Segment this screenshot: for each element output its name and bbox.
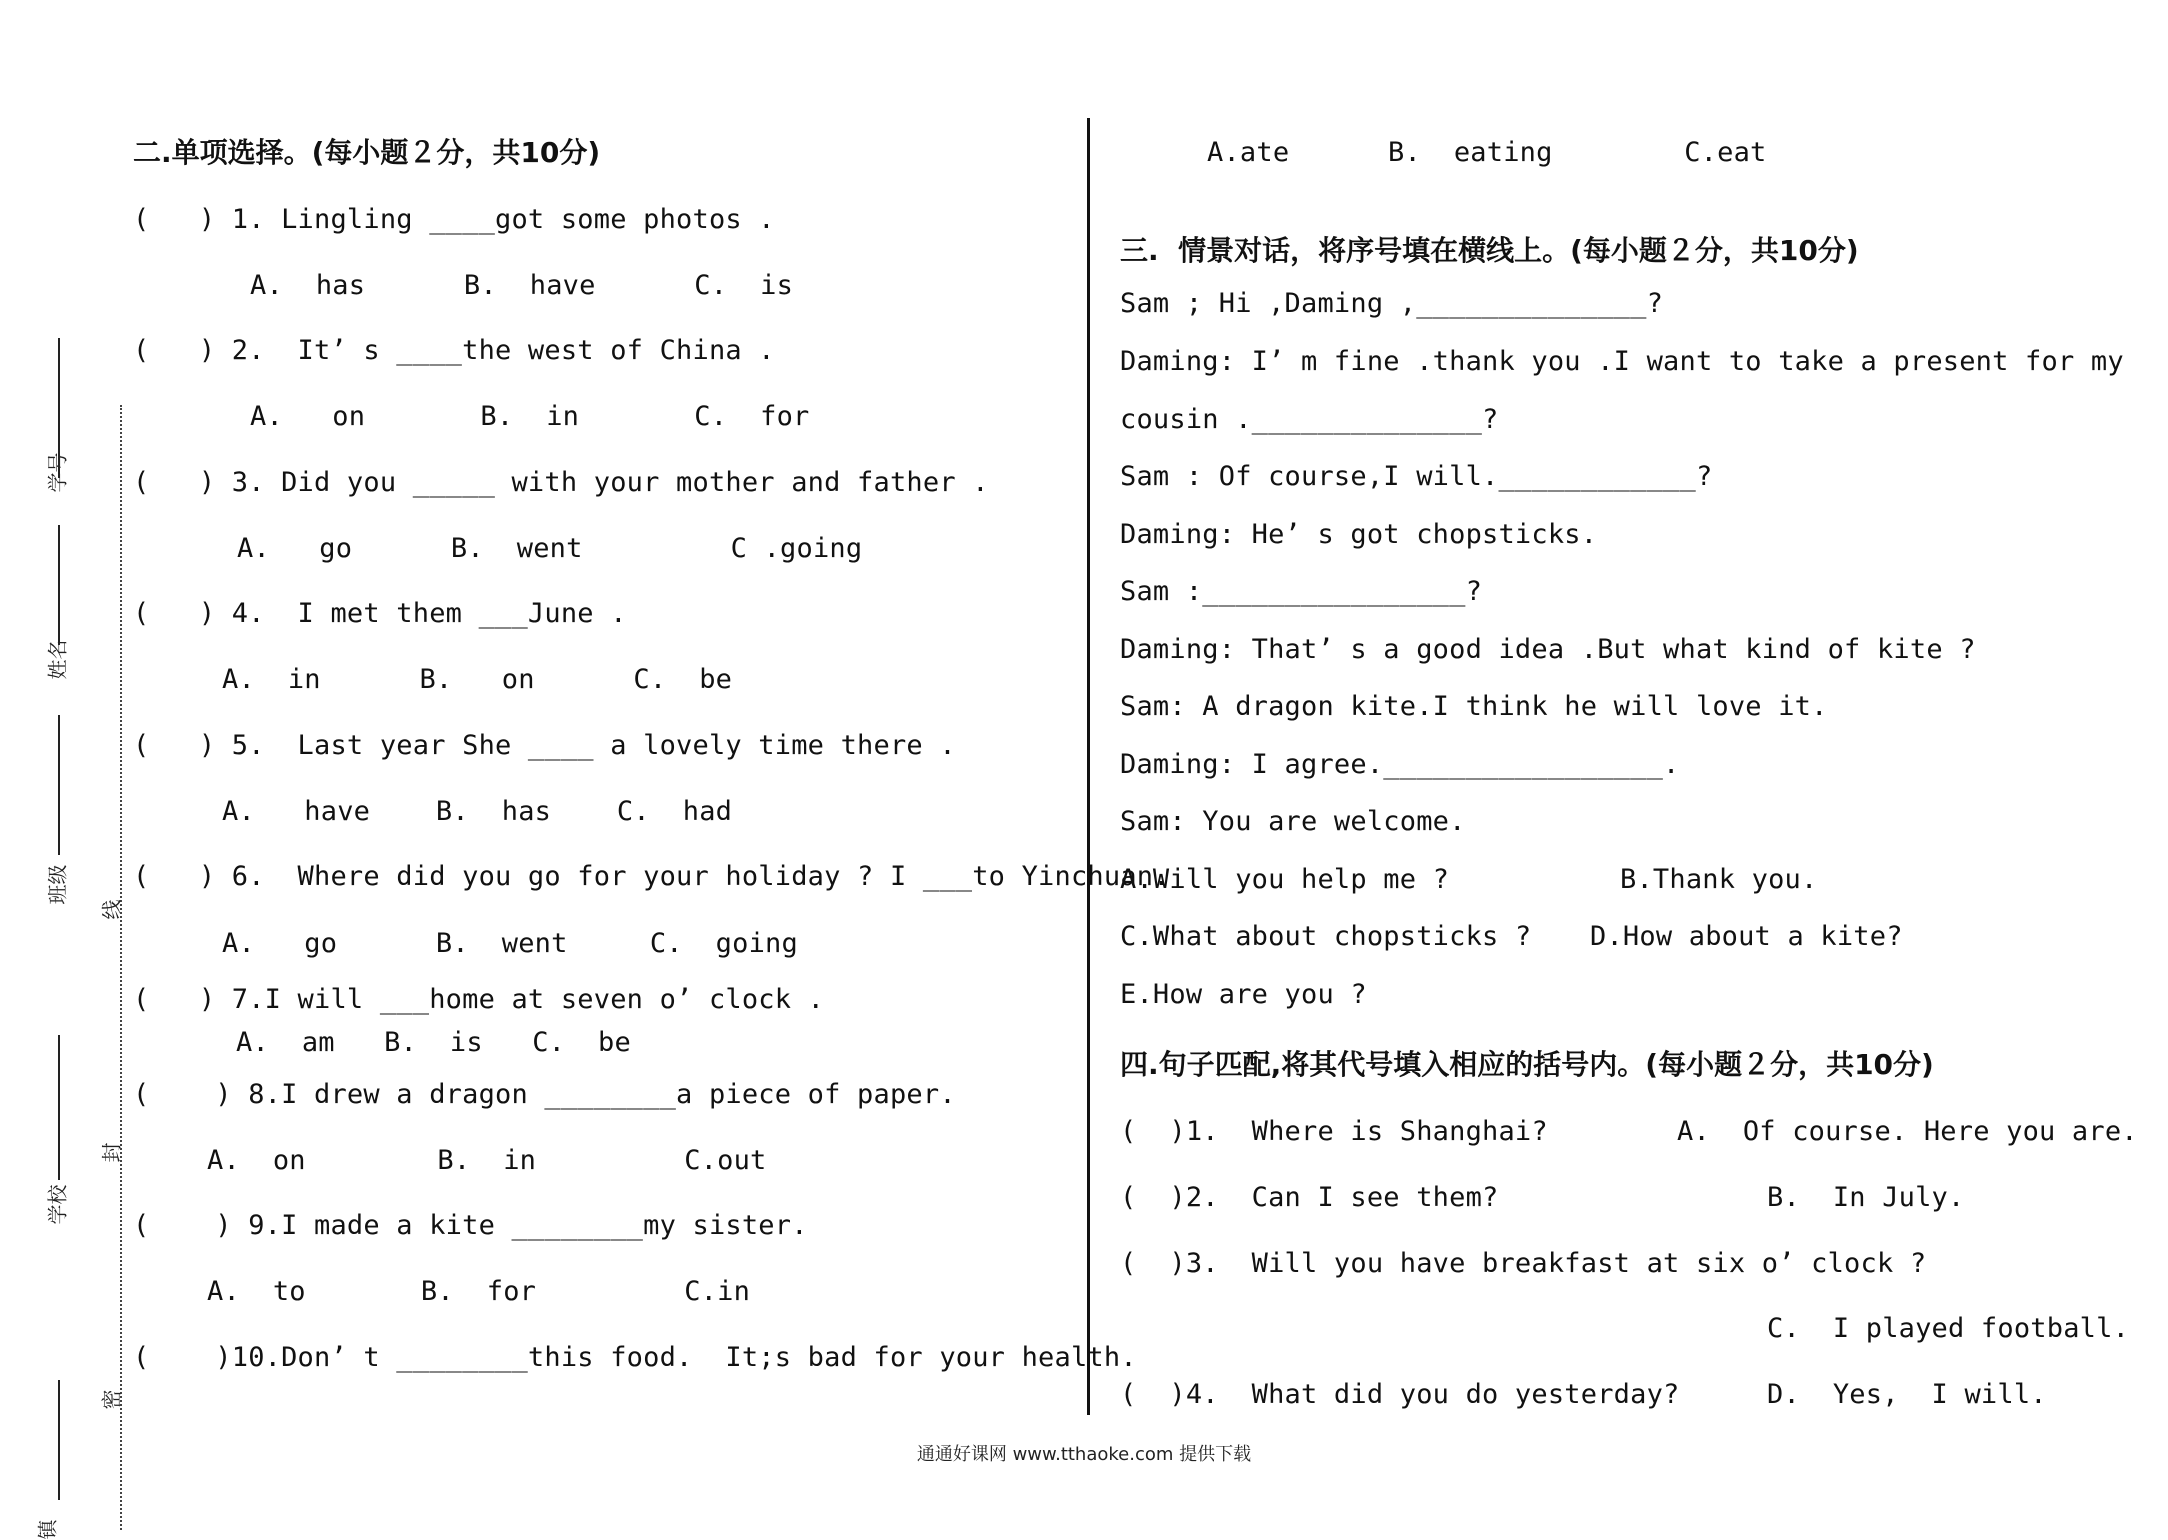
match-question: ( )2. Can I see them? — [1120, 1182, 1499, 1213]
dialogue-line: Sam ; Hi ,Daming ,______________? — [1120, 288, 1664, 319]
binding-label-student-id: 学号 — [45, 452, 70, 493]
dialogue-line: Sam: A dragon kite.I think he will love it. — [1120, 691, 1828, 722]
section-3-title: 三. 情景对话，将序号填在横线上。(每小题２分，共10分) — [1120, 234, 1859, 267]
question-stem: ( )10.Don’ t ________this food. It;s bad for your health. — [133, 1342, 1137, 1373]
question-options: A. go B. went C. going — [222, 928, 798, 959]
question-stem: ( ) 3. Did you _____ with your mother and father . — [133, 467, 989, 498]
question-10-options: A.ate B. eating C.eat — [1207, 137, 1767, 168]
question-options: A. on B. in C. for — [250, 401, 810, 432]
dialogue-line: Sam : Of course,I will.____________? — [1120, 461, 1713, 492]
question-options: A. has B. have C. is — [250, 270, 794, 301]
question-options: A. have B. has C. had — [222, 796, 733, 827]
question-stem: ( ) 2. It’ s ____the west of China . — [133, 335, 775, 366]
binding-label-name: 姓名 — [45, 639, 70, 680]
question-options: A. to B. for C.in — [207, 1276, 751, 1307]
question-options: A. in B. on C. be — [222, 664, 733, 695]
question-stem: ( ) 1. Lingling ____got some photos . — [133, 204, 775, 235]
question-stem: ( ) 9.I made a kite ________my sister. — [133, 1210, 808, 1241]
dialogue-line: Sam: You are welcome. — [1120, 806, 1466, 837]
dialogue-line: cousin .______________? — [1120, 404, 1499, 435]
match-answer: B. In July. — [1767, 1182, 1965, 1213]
question-stem: ( ) 5. Last year She ____ a lovely time there . — [133, 730, 956, 761]
binding-line — [58, 1035, 60, 1180]
binding-line — [58, 525, 60, 645]
seal-mark-line: 线 — [99, 899, 124, 920]
dialogue-option: E.How are you ? — [1120, 979, 1367, 1010]
question-stem: ( ) 4. I met them ___June . — [133, 598, 627, 629]
dialogue-line: Daming: That’ s a good idea .But what kind of kite ? — [1120, 634, 1976, 665]
match-answer: D. Yes, I will. — [1767, 1379, 2047, 1410]
match-question: ( )4. What did you do yesterday? — [1120, 1379, 1680, 1410]
dialogue-option: C.What about chopsticks ? — [1120, 921, 1532, 952]
column-divider — [1087, 118, 1090, 1415]
section-2-title: 二.单项选择。(每小题２分，共10分) — [133, 136, 601, 169]
binding-line — [58, 715, 60, 855]
section-4-title: 四.句子匹配,将其代号填入相应的括号内。(每小题２分，共10分) — [1120, 1048, 1934, 1081]
binding-label-class: 班级 — [45, 864, 70, 905]
match-answer: A. Of course. Here you are. — [1677, 1116, 2138, 1147]
dialogue-line: Sam :________________? — [1120, 576, 1483, 607]
question-options: A. go B. went C .going — [237, 533, 863, 564]
seal-mark-seal: 封 — [99, 1142, 124, 1163]
dialogue-line: Daming: I agree._________________. — [1120, 749, 1680, 780]
question-stem: ( ) 6. Where did you go for your holiday ? I ___to Yinchuan. — [133, 861, 1170, 892]
dialogue-option: B.Thank you. — [1620, 864, 1818, 895]
match-question: ( )3. Will you have breakfast at six o’ clock ? — [1120, 1248, 1927, 1279]
dialogue-option: A.Will you help me ? — [1120, 864, 1450, 895]
binding-label-town: 镇 — [35, 1519, 60, 1540]
page-footer: 通通好课网 www.tthaoke.com 提供下载 — [916, 1444, 1252, 1465]
dialogue-option: D.How about a kite? — [1590, 921, 1903, 952]
question-stem: ( ) 7.I will ___home at seven o’ clock . — [133, 984, 825, 1015]
seal-dotted-line — [120, 405, 122, 1530]
dialogue-line: Daming: He’ s got chopsticks. — [1120, 519, 1598, 550]
dialogue-line: Daming: I’ m fine .thank you .I want to take a present for my — [1120, 346, 2124, 377]
question-options: A. am B. is C. be — [236, 1027, 631, 1058]
match-question: ( )1. Where is Shanghai? — [1120, 1116, 1548, 1147]
seal-mark-secret: 密 — [99, 1389, 124, 1410]
binding-label-school: 学校 — [45, 1184, 70, 1225]
question-stem: ( ) 8.I drew a dragon ________a piece of paper. — [133, 1079, 956, 1110]
match-answer: C. I played football. — [1767, 1313, 2130, 1344]
question-options: A. on B. in C.out — [207, 1145, 767, 1176]
